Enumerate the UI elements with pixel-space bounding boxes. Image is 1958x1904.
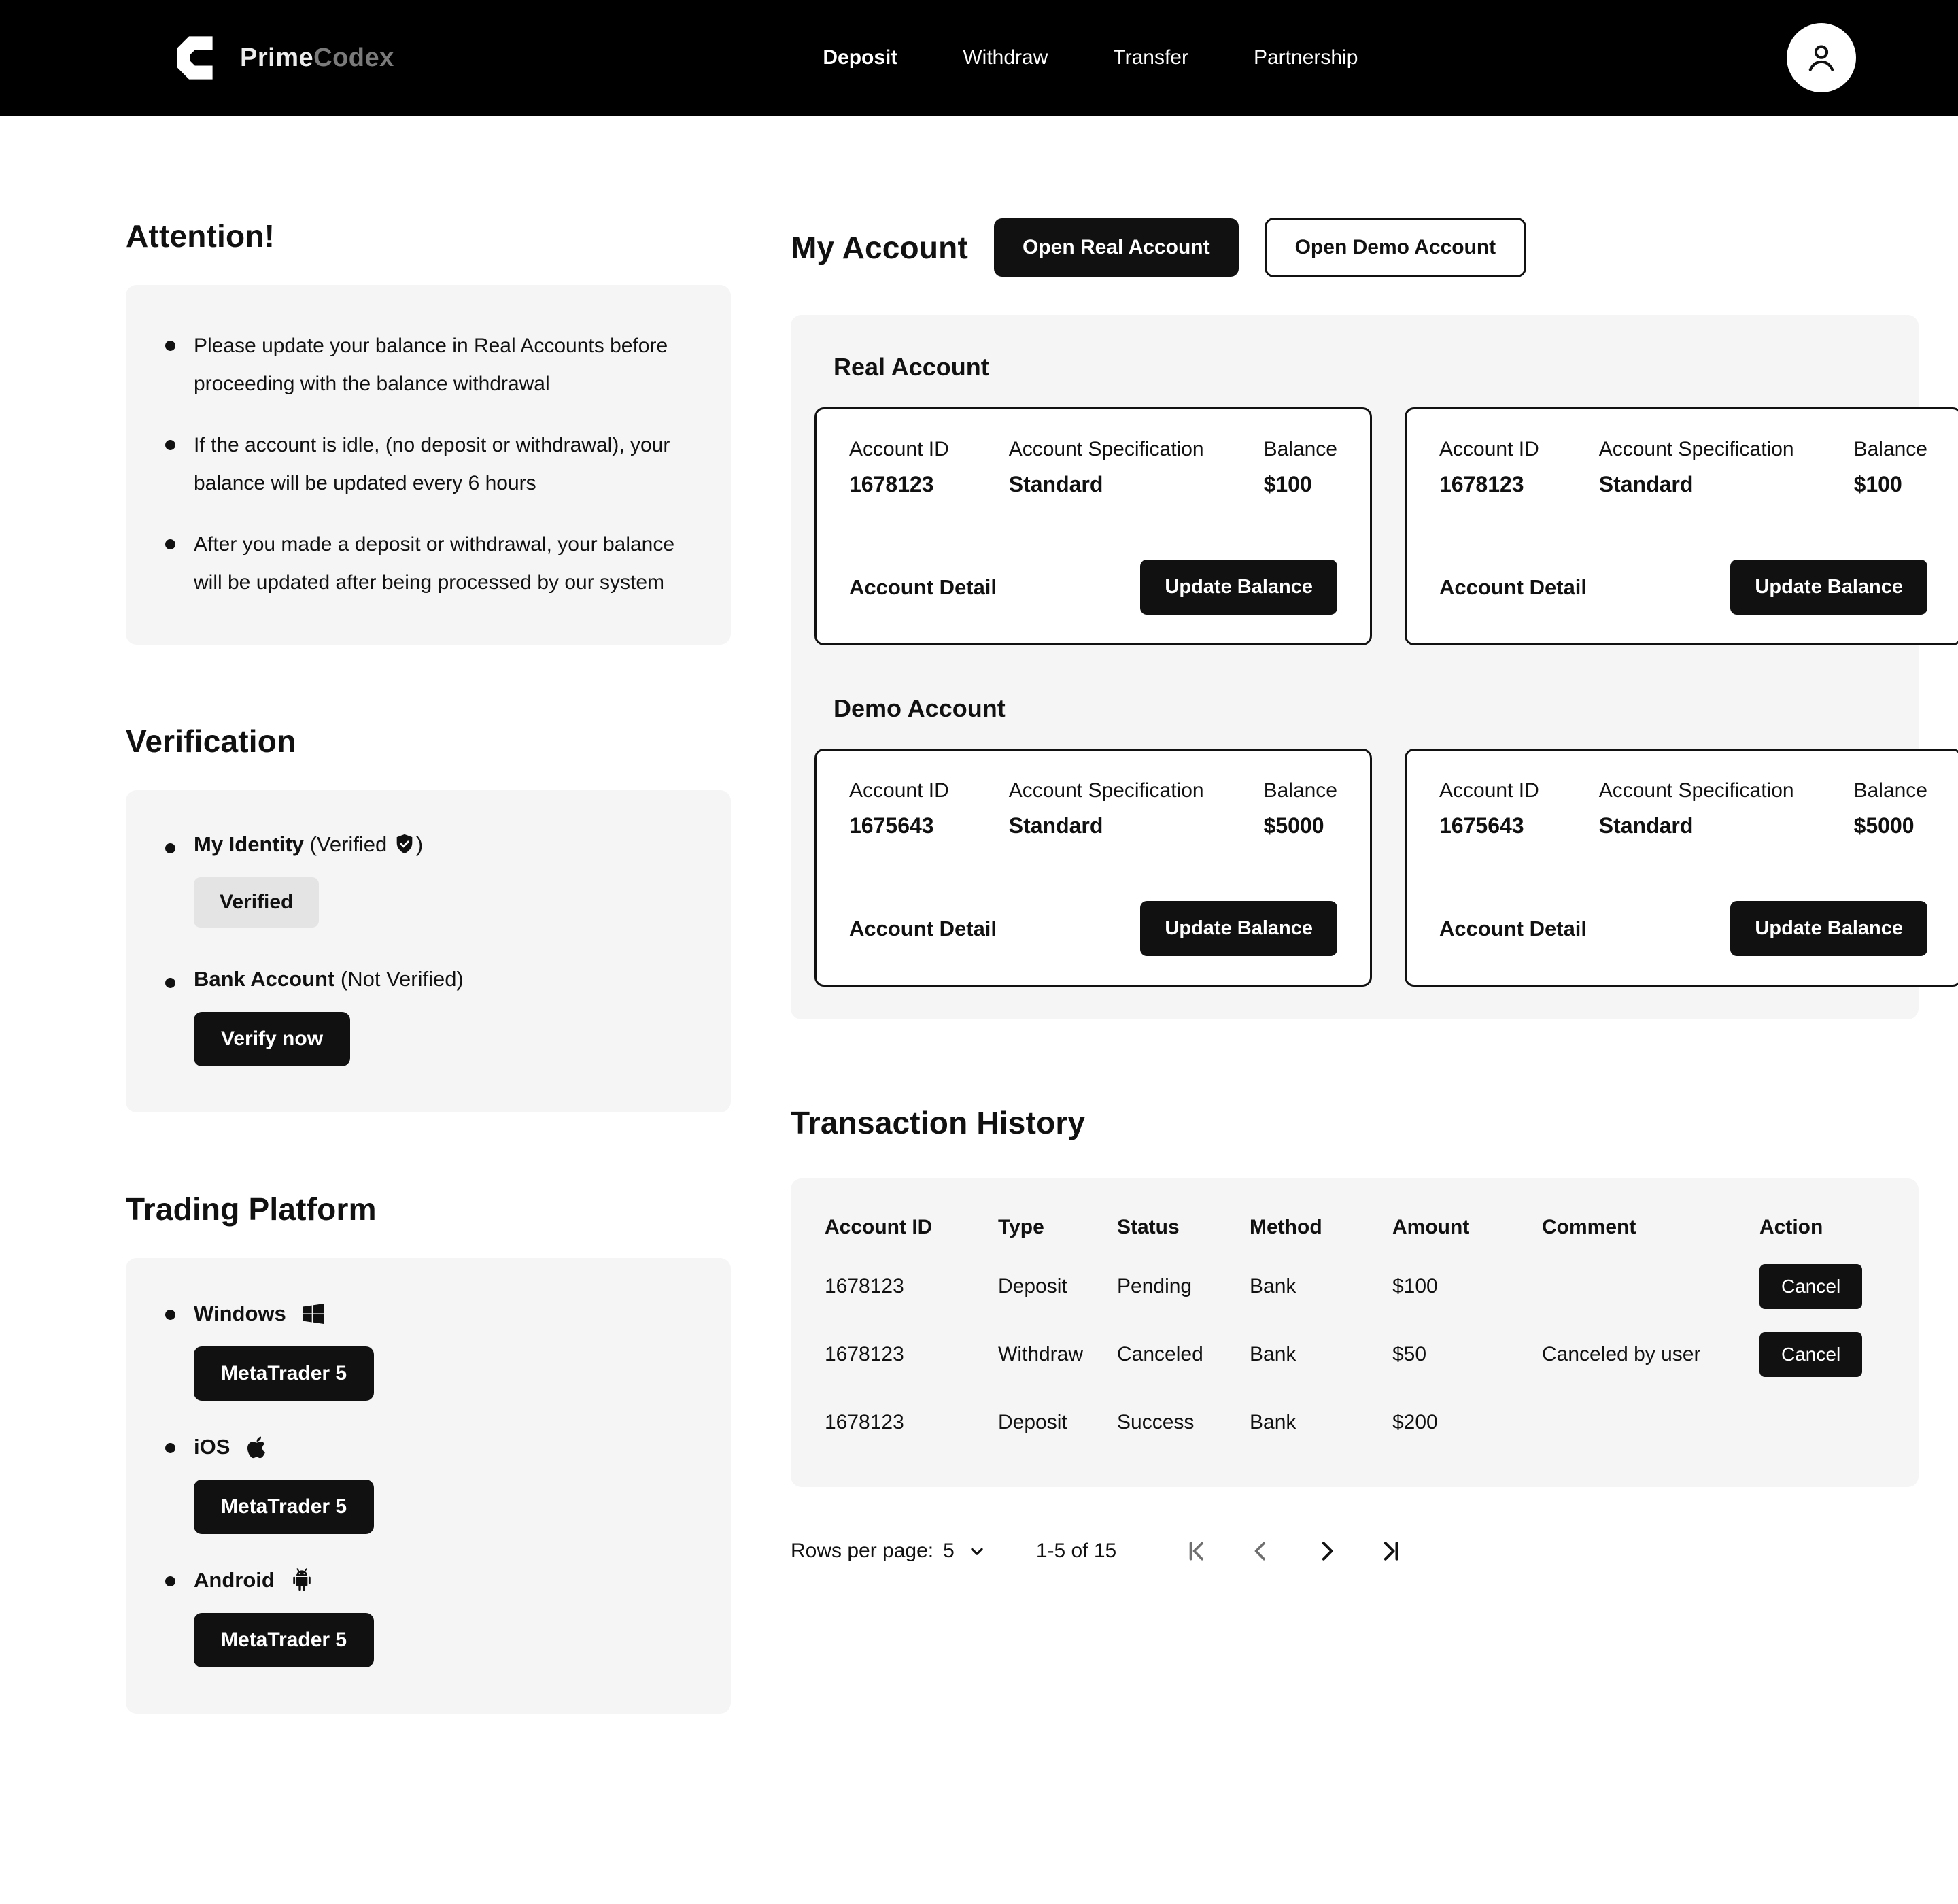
cell-status: Success xyxy=(1117,1411,1195,1433)
balance-label: Balance xyxy=(1853,779,1927,802)
account-spec-label: Account Specification xyxy=(1008,779,1204,802)
col-amount: Amount xyxy=(1392,1216,1470,1238)
metatrader5-ios-button[interactable]: MetaTrader 5 xyxy=(194,1480,374,1534)
balance-value: $5000 xyxy=(1853,813,1914,838)
bank-label: Bank Account xyxy=(194,966,335,991)
real-account-section-title: Real Account xyxy=(834,353,989,381)
my-account-header xyxy=(791,218,1958,277)
cell-amount: $100 xyxy=(1392,1275,1438,1297)
cell-account-id: 1678123 xyxy=(825,1275,904,1297)
table-row xyxy=(825,1389,1885,1457)
demo-account-card-row xyxy=(814,749,1927,987)
my-account-title: My Account xyxy=(791,230,968,265)
account-id-label: Account ID xyxy=(1439,438,1539,460)
account-detail-link[interactable]: Account Detail xyxy=(849,916,997,940)
account-spec-label: Account Specification xyxy=(1598,438,1794,460)
balance-value: $100 xyxy=(1853,472,1902,496)
user-icon xyxy=(1803,39,1840,76)
col-action: Action xyxy=(1759,1216,1823,1238)
windows-icon xyxy=(300,1300,327,1327)
account-spec-value: Standard xyxy=(1008,472,1103,496)
platform-os-label: Windows xyxy=(194,1301,286,1325)
first-page-button[interactable] xyxy=(1181,1536,1211,1566)
verified-badge: Verified xyxy=(194,877,319,928)
trading-platform-panel xyxy=(126,1258,731,1714)
metatrader5-windows-button[interactable]: MetaTrader 5 xyxy=(194,1346,374,1401)
platform-item-ios xyxy=(165,1433,691,1534)
brand-name xyxy=(240,44,394,73)
user-avatar-button[interactable] xyxy=(1787,23,1856,92)
attention-bullet: If the account is idle, (no deposit or withdrawal), your balance will be updated every 6 hours xyxy=(165,426,691,503)
real-account-card xyxy=(814,407,1372,645)
attention-bullet: Please update your balance in Real Accounts before proceeding with the balance withdrawal xyxy=(165,327,691,403)
balance-value: $100 xyxy=(1263,472,1312,496)
cancel-transaction-button[interactable]: Cancel xyxy=(1759,1332,1862,1377)
page-body xyxy=(0,116,1958,1714)
rows-per-page-label: Rows per page: xyxy=(791,1540,934,1562)
account-id-value: 1675643 xyxy=(849,813,934,838)
platform-item-windows xyxy=(165,1300,691,1401)
real-account-card-row xyxy=(814,407,1927,645)
pagination-range: 1-5 of 15 xyxy=(1035,1540,1117,1562)
account-id-label: Account ID xyxy=(849,779,949,802)
attention-title: Attention! xyxy=(126,218,275,254)
bank-verification-item xyxy=(165,967,691,991)
identity-status: (Verified xyxy=(309,832,388,856)
verification-title: Verification xyxy=(126,723,296,759)
pagination-bar xyxy=(791,1536,1958,1566)
cell-method: Bank xyxy=(1250,1411,1296,1433)
account-detail-link[interactable]: Account Detail xyxy=(1439,575,1587,599)
col-status: Status xyxy=(1117,1216,1180,1238)
nav-item-transfer[interactable]: Transfer xyxy=(1113,46,1188,69)
transaction-history-panel xyxy=(791,1178,1919,1487)
identity-status-close: ) xyxy=(415,832,424,856)
cell-amount: $50 xyxy=(1392,1343,1427,1365)
brand-part1: Prime xyxy=(240,43,314,72)
balance-value: $5000 xyxy=(1263,813,1324,838)
cell-method: Bank xyxy=(1250,1275,1296,1297)
left-column xyxy=(126,116,731,1714)
cell-amount: $200 xyxy=(1392,1411,1438,1433)
top-navbar xyxy=(0,0,1958,116)
demo-account-section-title: Demo Account xyxy=(834,694,1006,722)
account-detail-link[interactable]: Account Detail xyxy=(1439,916,1587,940)
transaction-table-header xyxy=(825,1216,1885,1239)
cell-account-id: 1678123 xyxy=(825,1343,904,1365)
cell-status: Canceled xyxy=(1117,1343,1203,1365)
last-page-icon xyxy=(1378,1537,1405,1565)
nav-item-withdraw[interactable]: Withdraw xyxy=(963,46,1048,69)
apple-icon xyxy=(243,1433,271,1461)
cancel-transaction-button[interactable]: Cancel xyxy=(1759,1264,1862,1309)
cell-type: Deposit xyxy=(998,1275,1067,1297)
attention-panel xyxy=(126,285,731,645)
bank-status: (Not Verified) xyxy=(340,966,464,991)
update-balance-button[interactable]: Update Balance xyxy=(1730,560,1927,615)
verification-panel xyxy=(126,790,731,1112)
rows-per-page-select[interactable] xyxy=(791,1540,989,1563)
logo-icon xyxy=(173,33,222,82)
cell-method: Bank xyxy=(1250,1343,1296,1365)
shield-check-icon xyxy=(393,832,416,855)
nav-item-deposit[interactable]: Deposit xyxy=(823,46,898,69)
account-spec-value: Standard xyxy=(1598,472,1694,496)
platform-os-label: Android xyxy=(194,1567,275,1592)
cell-comment: Canceled by user xyxy=(1542,1343,1701,1365)
balance-label: Balance xyxy=(1853,438,1927,460)
brand-part2: Codex xyxy=(313,43,394,72)
verify-now-button[interactable]: Verify now xyxy=(194,1012,350,1066)
account-spec-label: Account Specification xyxy=(1008,438,1204,460)
accounts-panel xyxy=(791,315,1927,1019)
main-nav xyxy=(394,46,1787,69)
chevron-left-icon xyxy=(1248,1537,1275,1565)
balance-label: Balance xyxy=(1263,438,1337,460)
account-detail-link[interactable]: Account Detail xyxy=(849,575,997,599)
cell-account-id: 1678123 xyxy=(825,1411,904,1433)
previous-page-button[interactable] xyxy=(1246,1536,1276,1566)
nav-item-partnership[interactable]: Partnership xyxy=(1253,46,1358,69)
col-account-id: Account ID xyxy=(825,1216,933,1238)
col-method: Method xyxy=(1250,1216,1322,1238)
brand-logo[interactable] xyxy=(173,33,394,82)
update-balance-button[interactable]: Update Balance xyxy=(1140,560,1337,615)
account-id-label: Account ID xyxy=(1439,779,1539,802)
android-icon xyxy=(288,1567,315,1594)
cell-type: Deposit xyxy=(998,1411,1067,1433)
next-page-button[interactable] xyxy=(1311,1536,1341,1566)
right-column xyxy=(791,116,1958,1566)
update-balance-button[interactable]: Update Balance xyxy=(1730,901,1927,956)
open-real-account-button[interactable]: Open Real Account xyxy=(994,218,1239,277)
trading-platform-title: Trading Platform xyxy=(126,1191,377,1227)
account-id-value: 1675643 xyxy=(1439,813,1524,838)
rows-per-page-value: 5 xyxy=(943,1540,955,1562)
identity-label: My Identity xyxy=(194,832,304,856)
account-id-value: 1678123 xyxy=(1439,472,1524,496)
last-page-button[interactable] xyxy=(1377,1536,1407,1566)
cell-status: Pending xyxy=(1117,1275,1192,1297)
table-row xyxy=(825,1321,1885,1389)
cell-type: Withdraw xyxy=(998,1343,1084,1365)
first-page-icon xyxy=(1182,1537,1209,1565)
col-comment: Comment xyxy=(1542,1216,1636,1238)
account-id-value: 1678123 xyxy=(849,472,934,496)
demo-account-card xyxy=(1405,749,1958,987)
identity-verification-item xyxy=(165,832,691,857)
col-type: Type xyxy=(998,1216,1044,1238)
chevron-down-icon xyxy=(965,1540,989,1563)
account-spec-value: Standard xyxy=(1598,813,1694,838)
transaction-history-title: Transaction History xyxy=(791,1105,1086,1140)
table-row xyxy=(825,1253,1885,1321)
account-id-label: Account ID xyxy=(849,438,949,460)
attention-bullet: After you made a deposit or withdrawal, your balance will be updated after being processed by our system xyxy=(165,526,691,602)
platform-os-label: iOS xyxy=(194,1434,230,1459)
platform-item-android xyxy=(165,1567,691,1667)
metatrader5-android-button[interactable]: MetaTrader 5 xyxy=(194,1613,374,1667)
real-account-card xyxy=(1405,407,1958,645)
update-balance-button[interactable]: Update Balance xyxy=(1140,901,1337,956)
account-spec-label: Account Specification xyxy=(1598,779,1794,802)
demo-account-card xyxy=(814,749,1372,987)
balance-label: Balance xyxy=(1263,779,1337,802)
chevron-right-icon xyxy=(1313,1537,1340,1565)
account-spec-value: Standard xyxy=(1008,813,1103,838)
open-demo-account-button[interactable]: Open Demo Account xyxy=(1265,218,1527,277)
